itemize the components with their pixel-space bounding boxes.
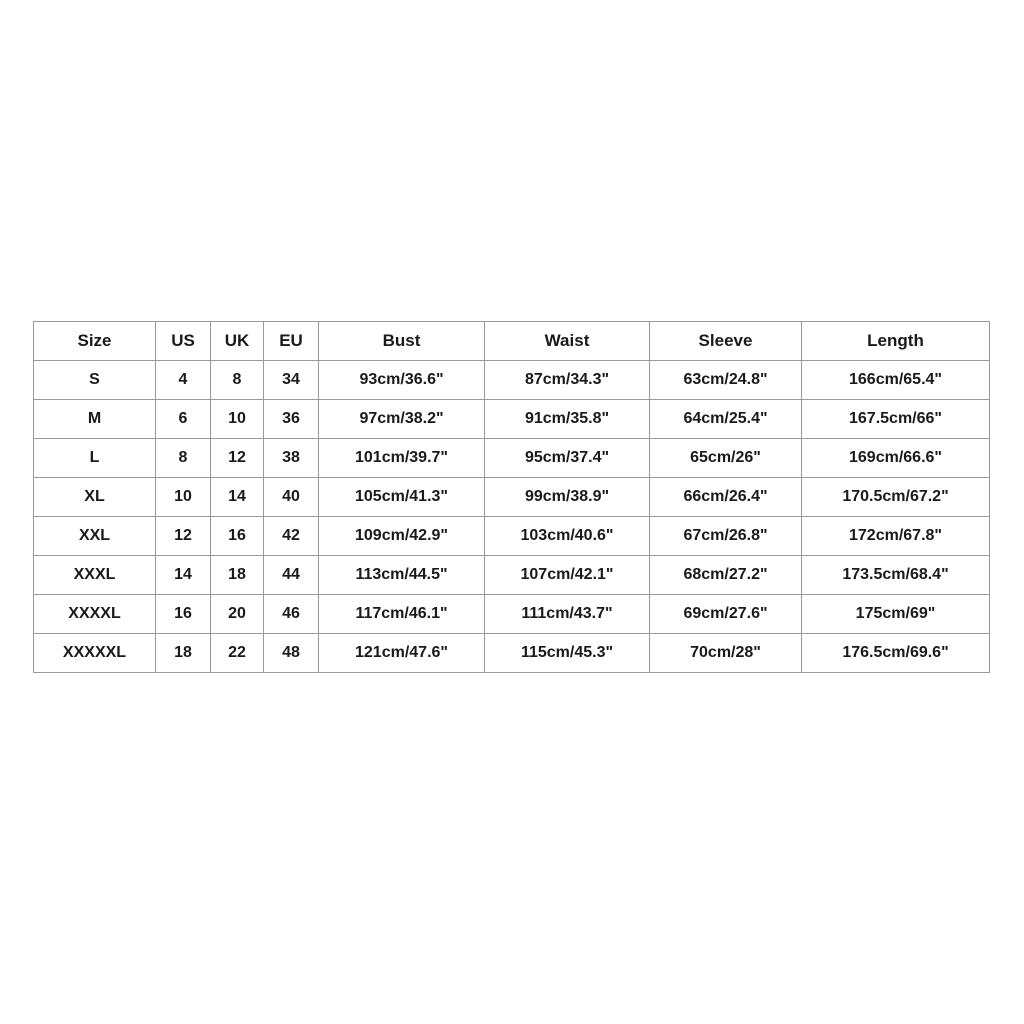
cell-us: 10 — [156, 478, 211, 517]
table-row — [34, 361, 990, 400]
cell-uk: 20 — [211, 595, 264, 634]
cell-length: 172cm/67.8" — [802, 517, 990, 556]
table-row — [34, 556, 990, 595]
cell-eu: 38 — [264, 439, 319, 478]
cell-uk: 22 — [211, 634, 264, 673]
size-chart-table — [33, 321, 990, 673]
cell-length: 167.5cm/66" — [802, 400, 990, 439]
cell-uk: 14 — [211, 478, 264, 517]
cell-sleeve: 70cm/28" — [650, 634, 802, 673]
cell-us: 16 — [156, 595, 211, 634]
cell-eu: 34 — [264, 361, 319, 400]
cell-us: 14 — [156, 556, 211, 595]
cell-sleeve: 68cm/27.2" — [650, 556, 802, 595]
cell-waist: 111cm/43.7" — [485, 595, 650, 634]
cell-uk: 12 — [211, 439, 264, 478]
cell-uk: 10 — [211, 400, 264, 439]
cell-waist: 95cm/37.4" — [485, 439, 650, 478]
cell-us: 4 — [156, 361, 211, 400]
table-row — [34, 400, 990, 439]
cell-bust: 109cm/42.9" — [319, 517, 485, 556]
cell-bust: 121cm/47.6" — [319, 634, 485, 673]
cell-uk: 16 — [211, 517, 264, 556]
cell-length: 176.5cm/69.6" — [802, 634, 990, 673]
header-waist: Waist — [485, 322, 650, 361]
cell-bust: 97cm/38.2" — [319, 400, 485, 439]
cell-us: 8 — [156, 439, 211, 478]
header-sleeve: Sleeve — [650, 322, 802, 361]
cell-uk: 18 — [211, 556, 264, 595]
cell-eu: 42 — [264, 517, 319, 556]
cell-eu: 44 — [264, 556, 319, 595]
cell-eu: 36 — [264, 400, 319, 439]
cell-waist: 91cm/35.8" — [485, 400, 650, 439]
cell-length: 175cm/69" — [802, 595, 990, 634]
cell-sleeve: 69cm/27.6" — [650, 595, 802, 634]
cell-length: 166cm/65.4" — [802, 361, 990, 400]
cell-length: 170.5cm/67.2" — [802, 478, 990, 517]
cell-sleeve: 67cm/26.8" — [650, 517, 802, 556]
cell-sleeve: 66cm/26.4" — [650, 478, 802, 517]
cell-waist: 99cm/38.9" — [485, 478, 650, 517]
cell-us: 6 — [156, 400, 211, 439]
cell-size: S — [34, 361, 156, 400]
cell-bust: 101cm/39.7" — [319, 439, 485, 478]
table-row — [34, 517, 990, 556]
header-eu: EU — [264, 322, 319, 361]
cell-sleeve: 65cm/26" — [650, 439, 802, 478]
cell-length: 173.5cm/68.4" — [802, 556, 990, 595]
cell-us: 18 — [156, 634, 211, 673]
table-row — [34, 634, 990, 673]
cell-bust: 93cm/36.6" — [319, 361, 485, 400]
header-bust: Bust — [319, 322, 485, 361]
cell-waist: 107cm/42.1" — [485, 556, 650, 595]
cell-size: XL — [34, 478, 156, 517]
cell-sleeve: 64cm/25.4" — [650, 400, 802, 439]
cell-length: 169cm/66.6" — [802, 439, 990, 478]
cell-waist: 103cm/40.6" — [485, 517, 650, 556]
cell-eu: 46 — [264, 595, 319, 634]
table-row — [34, 595, 990, 634]
header-size: Size — [34, 322, 156, 361]
cell-waist: 115cm/45.3" — [485, 634, 650, 673]
cell-size: M — [34, 400, 156, 439]
cell-waist: 87cm/34.3" — [485, 361, 650, 400]
cell-bust: 117cm/46.1" — [319, 595, 485, 634]
cell-sleeve: 63cm/24.8" — [650, 361, 802, 400]
cell-size: XXXL — [34, 556, 156, 595]
cell-bust: 113cm/44.5" — [319, 556, 485, 595]
header-uk: UK — [211, 322, 264, 361]
cell-size: XXXXL — [34, 595, 156, 634]
cell-uk: 8 — [211, 361, 264, 400]
cell-bust: 105cm/41.3" — [319, 478, 485, 517]
table-row — [34, 439, 990, 478]
cell-size: L — [34, 439, 156, 478]
cell-us: 12 — [156, 517, 211, 556]
cell-size: XXXXXL — [34, 634, 156, 673]
table-row — [34, 478, 990, 517]
header-length: Length — [802, 322, 990, 361]
cell-size: XXL — [34, 517, 156, 556]
cell-eu: 48 — [264, 634, 319, 673]
header-row — [34, 322, 990, 361]
cell-eu: 40 — [264, 478, 319, 517]
header-us: US — [156, 322, 211, 361]
